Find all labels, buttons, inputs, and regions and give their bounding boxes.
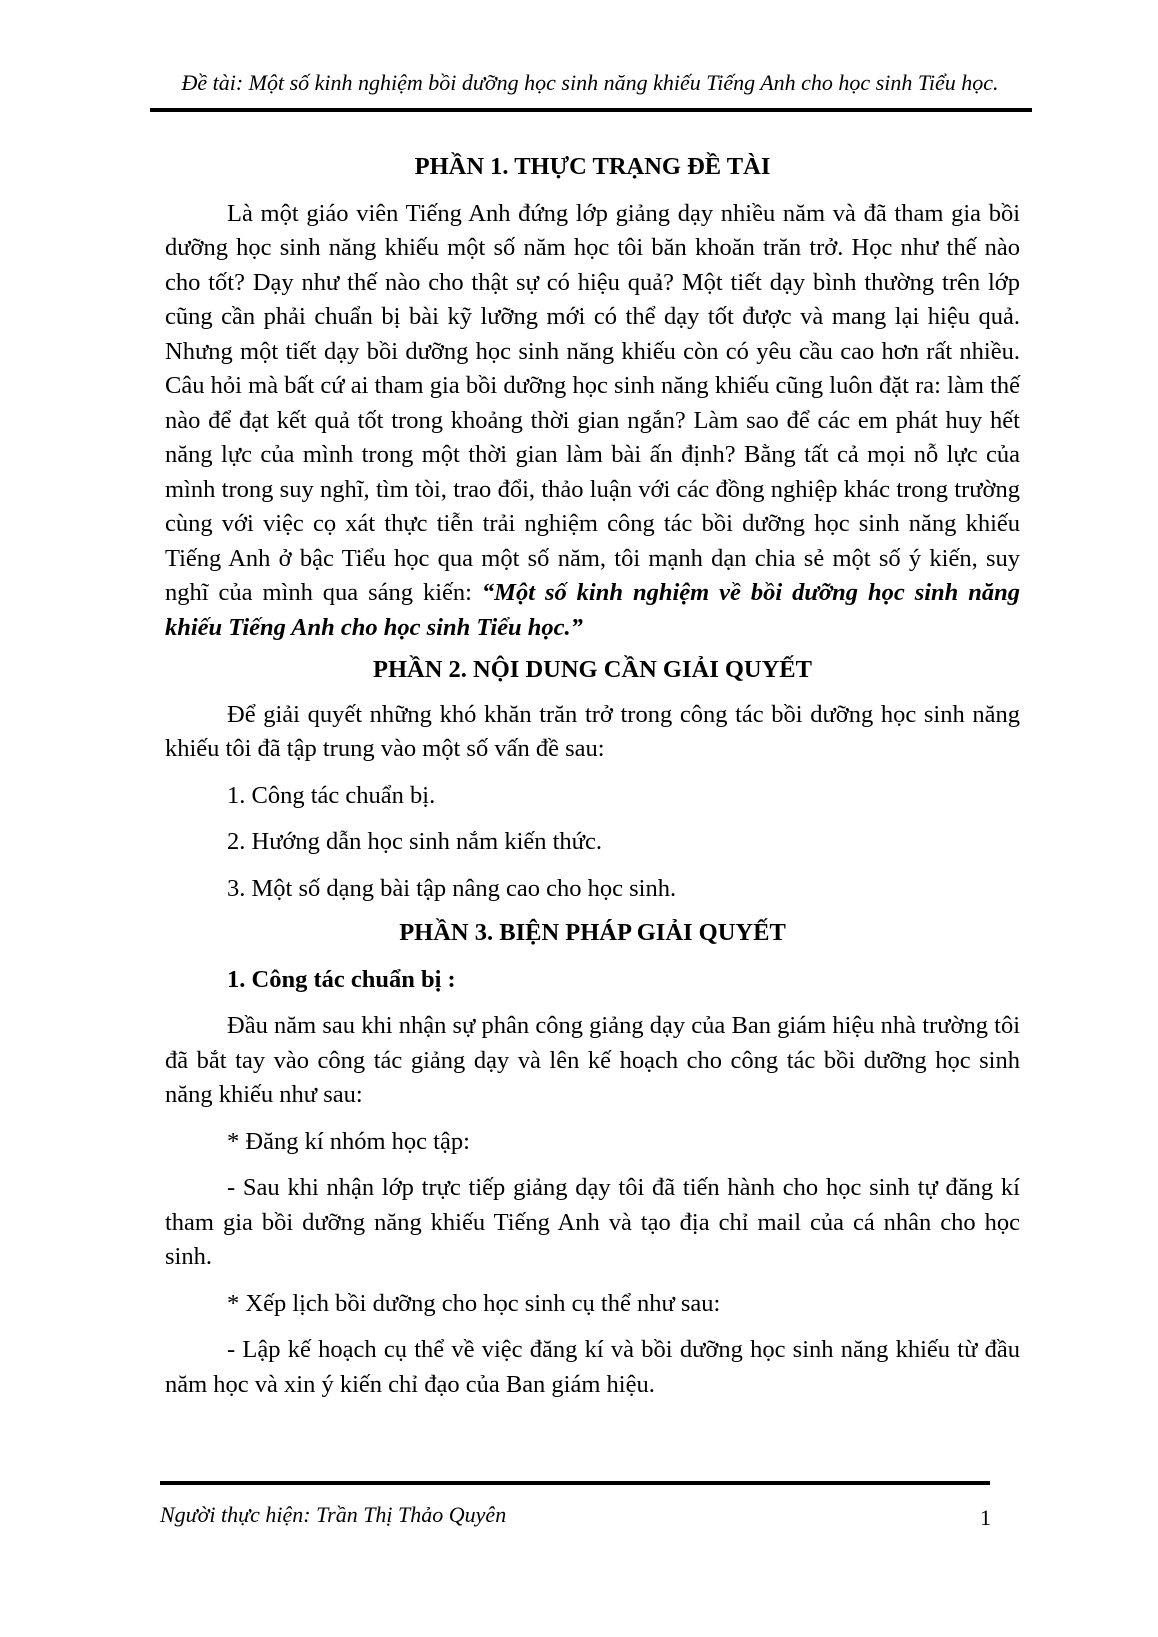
section3-paragraph: - Lập kế hoạch cụ thể về việc đăng kí và bồi dưỡng học sinh năng khiếu từ đầu năm học và xin ý kiến chỉ đạo của Ban giám hiệu. <box>165 1336 1020 1398</box>
section1-heading: PHẦN 1. THỰC TRẠNG ĐỀ TÀI <box>414 153 771 180</box>
section2-intro: Để giải quyết những khó khăn trăn trở trong công tác bồi dưỡng học sinh năng khiếu tôi đã tập trung vào một số vấn đề sau: <box>165 700 1020 762</box>
section1-paragraph-text: Là một giáo viên Tiếng Anh đứng lớp giảng dạy nhiều năm và đã tham gia bồi dưỡng học sinh năng khiếu một số năm học tôi băn khoăn trăn trở. Học như thế nào cho tốt? Dạy như thế nào cho thật sự có hiệu quả? Một tiết dạy bình thường trên lớp cũng cần phải chuẩn bị bài kỹ lưỡng mới có thể dạy tốt được và mang lại hiệu quả. Nhưng một tiết dạy bồi dưỡng học sinh năng khiếu còn có yêu cầu cao hơn rất nhiều. Câu hỏi mà bất cứ ai tham gia bồi dưỡng học sinh năng khiếu cũng luôn đặt ra: làm thế nào để đạt kết quả tốt trong khoảng thời gian ngắn? Làm sao để các em phát huy hết năng lực của mình trong một thời gian làm bài ấn định? Bằng tất cả mọi nỗ lực của mình trong suy nghĩ, tìm tòi, trao đổi, thảo luận với các đồng nghiệp khác trong trường cùng với việc cọ xát thực tiễn trải nghiệm công tác bồi dưỡng học sinh năng khiếu Tiếng Anh ở bậc Tiểu học qua một số năm, tôi mạnh dạn chia sẻ một số ý kiến, suy nghĩ của mình qua sáng kiến: <box>165 199 1020 606</box>
section3-paragraph: Đầu năm sau khi nhận sự phân công giảng dạy của Ban giám hiệu nhà trường tôi đã bắt tay vào công tác giảng dạy và lên kế hoạch cho công tác bồi dưỡng học sinh năng khiếu như sau: <box>165 1012 1020 1108</box>
section1-paragraph-quote: “Một số kinh nghiệm về bồi dưỡng học sinh năng khiếu Tiếng Anh cho học sinh Tiểu học.” <box>165 579 1020 641</box>
header-title: Đề tài: Một số kinh nghiệm bồi dưỡng học sinh năng khiếu Tiếng Anh cho học sinh Tiểu học. <box>181 70 999 95</box>
section3-heading: PHẦN 3. BIỆN PHÁP GIẢI QUYẾT <box>399 919 786 946</box>
section1-paragraph <box>165 197 1020 646</box>
section3-paragraph: - Sau khi nhận lớp trực tiếp giảng dạy tôi đã tiến hành cho học sinh tự đăng kí tham gia bồi dưỡng năng khiếu Tiếng Anh và tạo địa chỉ mail của cá nhân cho học sinh. <box>165 1174 1020 1270</box>
list-item: 2. Hướng dẫn học sinh nắm kiến thức. <box>227 828 602 855</box>
header-divider <box>150 108 1032 112</box>
page-number: 1 <box>980 1505 991 1530</box>
main-content <box>165 150 1020 1402</box>
footer-author: Người thực hiện: Trần Thị Thảo Quyên <box>160 1502 507 1527</box>
section3-subheading: 1. Công tác chuẩn bị : <box>227 965 456 993</box>
list-item: 1. Công tác chuẩn bị. <box>227 781 436 809</box>
footer-divider <box>160 1481 990 1485</box>
list-item: 3. Một số dạng bài tập nâng cao cho học sinh. <box>227 874 677 902</box>
section2-list <box>165 779 1020 907</box>
section3-paragraph: * Xếp lịch bồi dưỡng cho học sinh cụ thể như sau: <box>227 1289 721 1317</box>
section3-paragraph: * Đăng kí nhóm học tập: <box>227 1127 470 1155</box>
section2-heading: PHẦN 2. NỘI DUNG CẦN GIẢI QUYẾT <box>373 656 812 683</box>
